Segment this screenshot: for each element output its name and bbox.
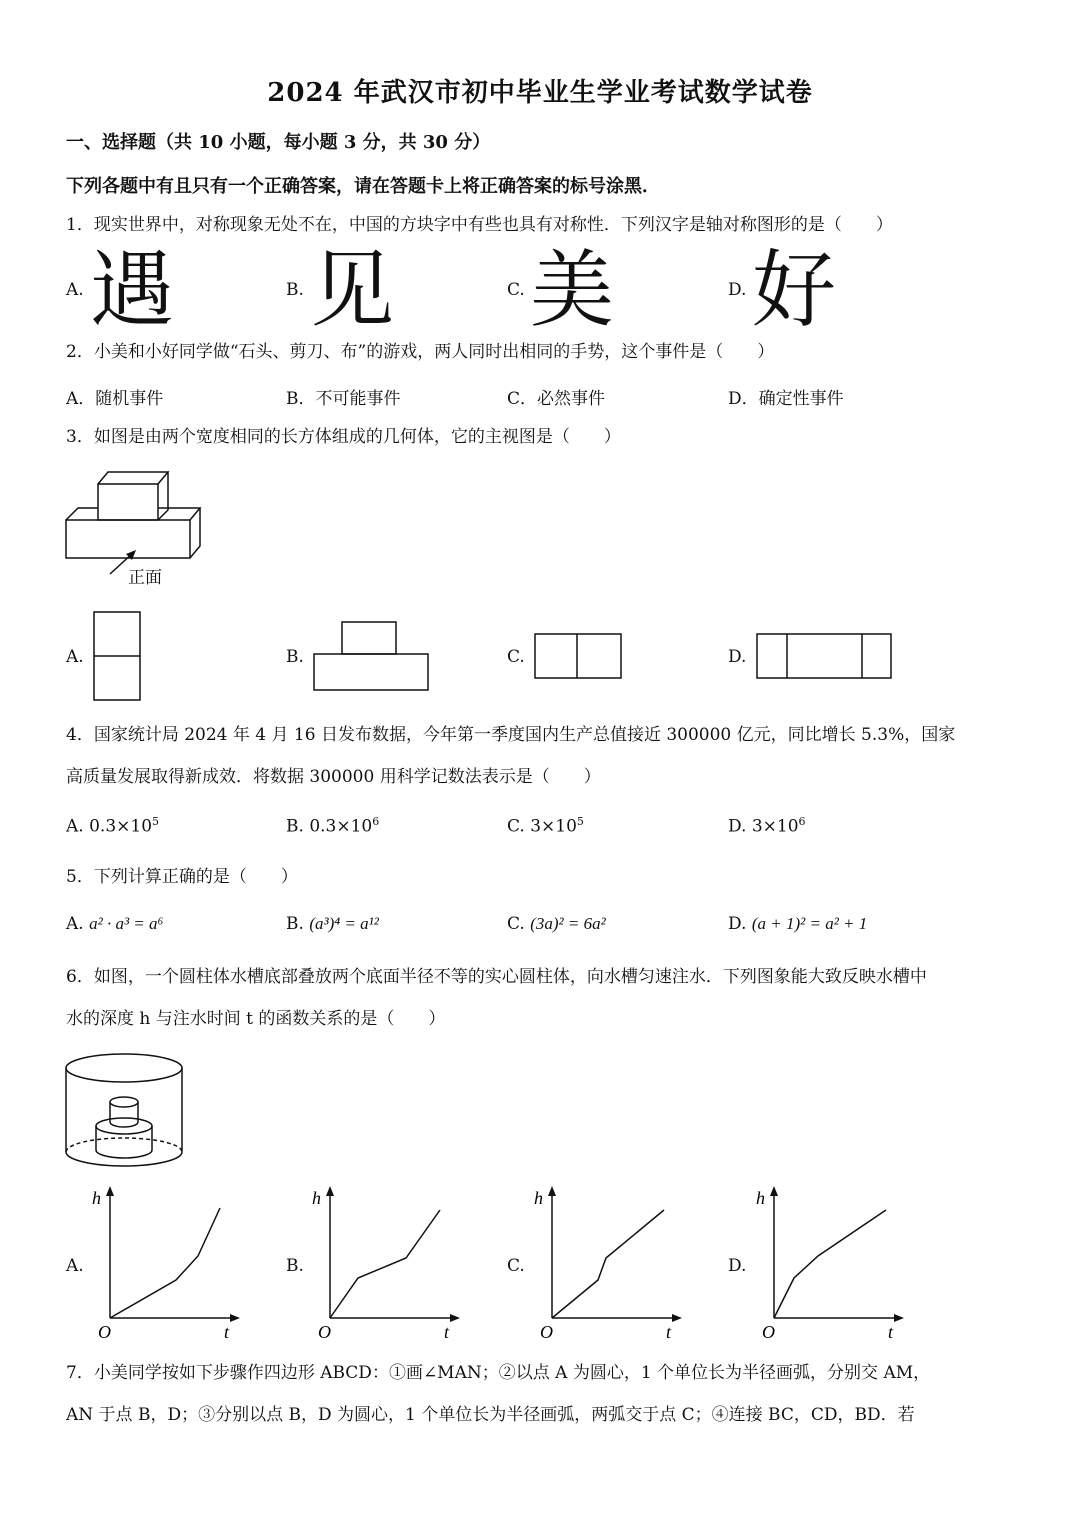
q4-option-a (66, 815, 159, 837)
q1-option-d-char: 好 (752, 241, 837, 339)
q5-option-c-letter: C. (507, 914, 525, 934)
question-4-line-1: 4．国家统计局 2024 年 4 月 16 日发布数据，今年第一季度国内生产总值接近 300000 亿元，同比增长 5.3%，国家 (66, 725, 956, 745)
q4-option-b-letter: B. (286, 816, 304, 837)
q2-option-a: A．随机事件 (66, 389, 164, 409)
page-title: 2024 年武汉市初中毕业生学业考试数学试卷 (267, 78, 813, 108)
q4-option-b (286, 815, 379, 837)
q3-option-d-letter: D. (728, 647, 747, 667)
q4-option-d-letter: D. (728, 816, 747, 837)
q1-option-b-char: 见 (310, 241, 395, 339)
x-axis-label: t (444, 1322, 450, 1342)
origin-label: O (540, 1322, 553, 1342)
y-axis-label: h (756, 1188, 765, 1208)
q5-option-a (66, 914, 163, 934)
q3-option-c-figure (532, 630, 624, 682)
q5-option-c-expr: (3a)² = 6a² (530, 914, 606, 933)
question-4-line-2: 高质量发展取得新成效．将数据 300000 用科学记数法表示是（ ） (66, 767, 601, 787)
question-7-line-2: AN 于点 B，D；③分别以点 B，D 为圆心，1 个单位长为半径画弧，两弧交于点 C；④连接 BC，CD，BD．若 (66, 1405, 915, 1425)
q5-option-c (507, 914, 606, 934)
question-7-line-1: 7．小美同学按如下步骤作四边形 ABCD：①画∠MAN；②以点 A 为圆心，1 个单位长为半径画弧，分别交 AM， (66, 1363, 931, 1383)
q5-option-d-expr: (a + 1)² = a² + 1 (751, 914, 868, 933)
question-1-text: 1．现实世界中，对称现象无处不在，中国的方块字中有些也具有对称性．下列汉字是轴对称图形的是（ ） (66, 215, 893, 235)
q3-option-b-figure (310, 618, 432, 694)
q4-option-d-exp: 6 (798, 815, 806, 828)
q3-option-b-letter: B. (286, 647, 304, 667)
graph-a-curve (110, 1208, 220, 1318)
q3-option-d-figure (754, 630, 896, 682)
q4-option-c-letter: C. (507, 816, 525, 837)
graph-c-curve (552, 1210, 664, 1318)
q2-option-d: D．确定性事件 (728, 389, 844, 409)
q6-graph-d (752, 1176, 912, 1342)
question-2-text: 2．小美和小好同学做“石头、剪刀、布”的游戏，两人同时出相同的手势，这个事件是（ ） (66, 342, 775, 362)
q2-option-c: C．必然事件 (507, 389, 606, 409)
section-heading: 一、选择题（共 10 小题，每小题 3 分，共 30 分） (66, 132, 491, 153)
q6-graph-a (88, 1180, 248, 1342)
q3-option-a-letter: A. (66, 647, 84, 667)
q4-option-d (728, 815, 806, 837)
q5-option-a-letter: A. (66, 914, 84, 934)
q3-option-c-letter: C. (507, 647, 525, 667)
q6-water-tank-figure (60, 1050, 190, 1174)
q4-option-c-exp: 5 (576, 815, 584, 828)
q2-option-b: B．不可能事件 (286, 389, 401, 409)
q5-option-d (728, 914, 867, 934)
q6-option-a-letter: A. (66, 1256, 84, 1276)
q5-option-b-letter: B. (286, 914, 304, 934)
q1-option-b-letter: B. (286, 280, 304, 300)
instruction: 下列各题中有且只有一个正确答案，请在答题卡上将正确答案的标号涂黑． (66, 176, 660, 197)
q5-option-a-expr: a² · a³ = a⁶ (89, 914, 164, 933)
y-axis-label: h (312, 1188, 321, 1208)
origin-label: O (318, 1322, 331, 1342)
q1-option-d-letter: D. (728, 280, 747, 300)
origin-label: O (762, 1322, 775, 1342)
y-axis-label: h (534, 1188, 543, 1208)
q5-option-b-expr: (a³)⁴ = a¹² (309, 914, 379, 933)
q4-option-a-base: 0.3×10 (89, 816, 153, 837)
q6-option-c-letter: C. (507, 1256, 525, 1276)
q4-option-c (507, 815, 584, 837)
q6-graph-c (530, 1176, 690, 1342)
q6-graph-b (308, 1180, 468, 1342)
q3-option-a-figure (90, 608, 144, 704)
q4-option-b-exp: 6 (372, 815, 380, 828)
y-axis-label: h (92, 1188, 101, 1208)
q1-option-c-char: 美 (530, 241, 615, 339)
x-axis-label: t (888, 1322, 894, 1342)
graph-b-curve (330, 1210, 440, 1318)
q6-option-d-letter: D. (728, 1256, 747, 1276)
question-5-text: 5．下列计算正确的是（ ） (66, 867, 298, 887)
question-6-line-2: 水的深度 h 与注水时间 t 的函数关系的是（ ） (66, 1009, 446, 1029)
q5-option-d-letter: D. (728, 914, 747, 934)
tank-top-rim (66, 1054, 182, 1082)
q4-option-d-base: 3×10 (751, 816, 799, 837)
lower-box-front (66, 520, 190, 558)
graph-d-curve (774, 1210, 886, 1318)
question-3-text: 3．如图是由两个宽度相同的长方体组成的几何体，它的主视图是（ ） (66, 427, 621, 447)
q4-option-b-base: 0.3×10 (309, 816, 373, 837)
q4-option-a-letter: A. (66, 816, 84, 837)
x-axis-label: t (224, 1322, 230, 1342)
q6-option-b-letter: B. (286, 1256, 304, 1276)
q1-option-c-letter: C. (507, 280, 525, 300)
q3-front-label: 正面 (128, 568, 162, 588)
q5-option-b (286, 914, 379, 934)
q1-option-a-letter: A. (66, 280, 84, 300)
q4-option-c-base: 3×10 (530, 816, 577, 837)
x-axis-label: t (666, 1322, 672, 1342)
question-6-line-1: 6．如图，一个圆柱体水槽底部叠放两个底面半径不等的实心圆柱体，向水槽匀速注水．下列图象能大致反映水槽中 (66, 967, 927, 987)
origin-label: O (98, 1322, 111, 1342)
q4-option-a-exp: 5 (152, 815, 160, 828)
upper-box-front (98, 484, 158, 520)
q1-option-a-char: 遇 (90, 241, 175, 339)
